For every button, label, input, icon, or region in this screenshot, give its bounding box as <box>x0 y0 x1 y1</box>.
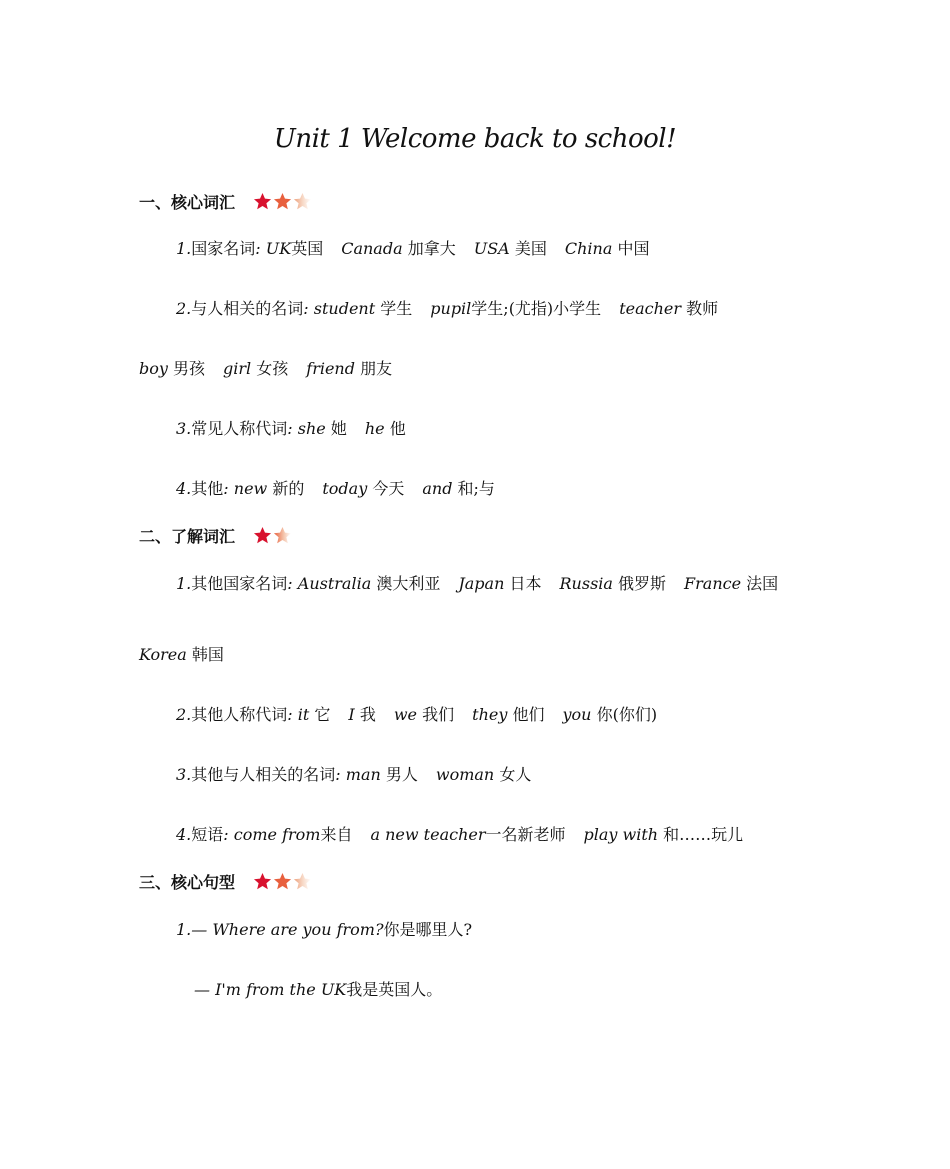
sentence-line: 1.— Where are you from?你是哪里人? <box>176 920 473 939</box>
star-full-icon <box>273 872 292 891</box>
star-full-icon <box>273 192 292 211</box>
sentence-en: — I'm from the UK <box>194 980 347 999</box>
vocab-en: come from <box>233 825 321 844</box>
vocab-en: Australia <box>297 574 372 593</box>
vocab-en: UK <box>265 239 292 258</box>
star-half-icon <box>293 192 312 211</box>
rating-stars <box>253 192 312 211</box>
star-full-icon <box>253 526 272 545</box>
vocab-en: boy <box>139 359 168 378</box>
section-heading-text: 二、了解词汇 <box>139 527 236 546</box>
sentence-en: — Where are you from? <box>191 920 384 939</box>
vocab-en: teacher <box>619 299 682 318</box>
vocab-en: new <box>233 479 268 498</box>
star-half-icon <box>273 526 292 545</box>
vocab-en: woman <box>435 765 495 784</box>
vocab-en: a new teacher <box>370 825 486 844</box>
vocab-en: friend <box>306 359 355 378</box>
vocab-en: student <box>313 299 376 318</box>
vocab-en: she <box>297 419 326 438</box>
vocab-en: Korea <box>139 645 187 664</box>
star-full-icon <box>253 872 272 891</box>
vocab-en: it <box>297 705 310 724</box>
vocab-en: and <box>422 479 453 498</box>
vocab-en: Canada <box>341 239 403 258</box>
vocab-line: 3.其他与人相关的名词: man 男人 woman 女人 <box>176 765 532 784</box>
vocab-line: 2.其他人称代词: it 它 I 我 we 我们 they 他们 you 你(你们) <box>176 705 658 724</box>
vocab-line: 2.与人相关的名词: student 学生 pupil学生;(尤指)小学生 teacher 教师 <box>176 299 719 318</box>
vocab-en: play with <box>583 825 659 844</box>
vocab-line: 1.其他国家名词: Australia 澳大利亚 Japan 日本 Russia 俄罗斯 France 法国 <box>176 574 779 593</box>
vocab-line: Korea 韩国 <box>139 645 224 664</box>
vocab-line: 3.常见人称代词: she 她 he 他 <box>176 419 406 438</box>
vocab-en: we <box>393 705 418 724</box>
vocab-en: China <box>564 239 613 258</box>
vocab-line: 1.国家名词: UK英国 Canada 加拿大 USA 美国 China 中国 <box>176 239 650 258</box>
vocab-en: you <box>562 705 592 724</box>
vocab-en: he <box>364 419 385 438</box>
sentence-line <box>194 977 442 1000</box>
vocab-line: 4.短语: come from来自 a new teacher一名新老师 play with 和……玩儿 <box>176 825 744 844</box>
vocab-en: I <box>348 705 355 724</box>
vocab-line: 4.其他: new 新的 today 今天 and 和;与 <box>176 479 495 498</box>
vocab-en: France <box>684 574 742 593</box>
vocab-en: USA <box>473 239 510 258</box>
star-full-icon <box>253 192 272 211</box>
vocab-en: pupil <box>430 299 472 318</box>
vocab-line: boy 男孩 girl 女孩 friend 朋友 <box>139 359 393 378</box>
vocab-en: Japan <box>458 574 505 593</box>
vocab-en: girl <box>223 359 252 378</box>
sentence-zh: 我是英国人。 <box>346 980 443 999</box>
vocab-en: they <box>472 705 508 724</box>
star-half-icon <box>293 872 312 891</box>
vocab-en: today <box>322 479 368 498</box>
vocab-en: man <box>345 765 381 784</box>
page-title: Unit 1 Welcome back to school! <box>273 124 677 154</box>
sentence-zh: 你是哪里人? <box>383 920 473 939</box>
section-heading-text: 一、核心词汇 <box>139 193 236 212</box>
rating-stars <box>253 872 312 891</box>
section-heading-extra-vocab <box>139 524 292 547</box>
vocab-en: Russia <box>559 574 613 593</box>
section-heading-core-vocab <box>139 190 312 213</box>
section-heading-core-sentences <box>139 870 312 893</box>
rating-stars <box>253 526 292 545</box>
section-heading-text: 三、核心句型 <box>139 873 236 892</box>
